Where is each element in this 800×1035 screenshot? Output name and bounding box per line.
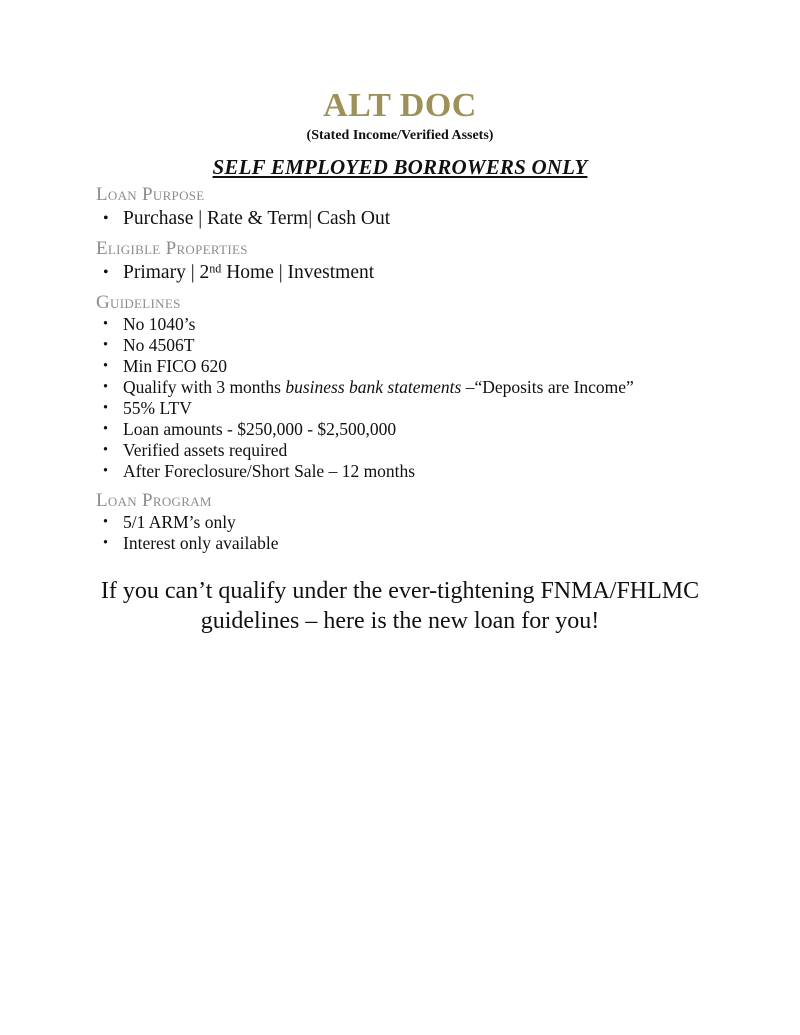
list-item: • After Foreclosure/Short Sale – 12 months xyxy=(96,461,756,482)
list-item-text-post: Home | Investment xyxy=(221,262,375,283)
list-item: • No 1040’s xyxy=(96,314,756,335)
list-item: • No 4506T xyxy=(96,335,756,356)
list-item: • Purchase | Rate & Term| Cash Out xyxy=(96,206,756,231)
section-heading-guidelines: Guidelines xyxy=(96,292,181,313)
banner-text: SELF EMPLOYED BORROWERS ONLY xyxy=(212,155,588,179)
list-eligible-properties xyxy=(96,260,756,285)
closing-statement xyxy=(80,576,720,636)
section-heading-loan-purpose: Loan Purpose xyxy=(96,184,205,205)
closing-line-2: guidelines – here is the new loan for you! xyxy=(200,608,600,634)
list-loan-purpose xyxy=(96,206,756,231)
list-item-text-emphasis: business bank statements xyxy=(285,377,462,397)
title-block xyxy=(0,88,800,146)
list-loan-program xyxy=(96,512,756,554)
document-body xyxy=(96,184,756,554)
list-guidelines xyxy=(96,314,756,482)
list-item: • Loan amounts - $250,000 - $2,500,000 xyxy=(96,419,756,440)
list-item-text-post: –“Deposits are Income” xyxy=(461,377,634,397)
list-item-text-pre: Qualify with 3 months xyxy=(123,377,286,397)
page-title: ALT DOC xyxy=(323,87,477,124)
ordinal-suffix: nd xyxy=(209,261,222,276)
list-item: • Min FICO 620 xyxy=(96,356,756,377)
list-item xyxy=(96,260,756,285)
closing-line-1: If you can’t qualify under the ever-tightening FNMA/FHLMC xyxy=(100,578,700,604)
page-subtitle: (Stated Income/Verified Assets) xyxy=(306,128,494,143)
list-item: • Interest only available xyxy=(96,533,756,554)
list-item: • Verified assets required xyxy=(96,440,756,461)
list-item: • 55% LTV xyxy=(96,398,756,419)
section-heading-eligible-properties: Eligible Properties xyxy=(96,238,248,259)
list-item-text-pre: Primary | 2 xyxy=(123,262,210,283)
list-item xyxy=(96,377,756,398)
section-heading-loan-program: Loan Program xyxy=(96,490,212,511)
banner xyxy=(0,155,800,180)
list-item: • 5/1 ARM’s only xyxy=(96,512,756,533)
